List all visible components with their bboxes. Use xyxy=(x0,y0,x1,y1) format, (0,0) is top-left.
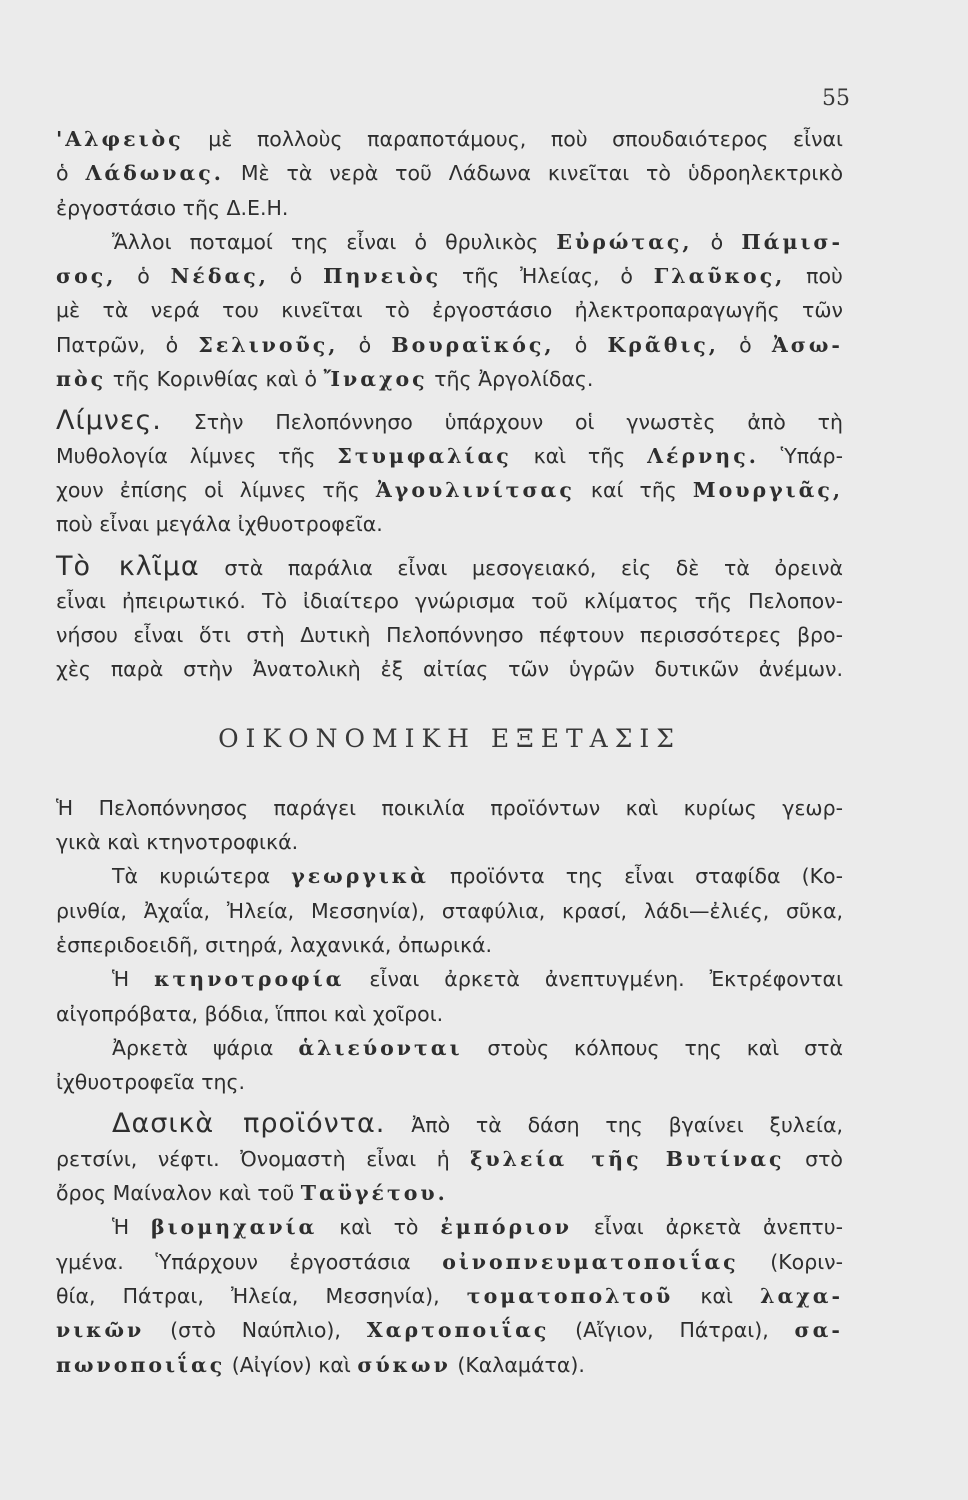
emphasized-term: Ἀγουλινίτσας xyxy=(375,477,575,502)
text-line xyxy=(56,928,843,962)
text-span: (Αἰγίον) καὶ xyxy=(231,1352,351,1377)
text-span: ρινθία, Ἀχαΐα, Ἠλεία, Μεσσηνία), σταφύλια, κρασί, λάδι—ἐλιές, σῦκα, xyxy=(56,898,843,923)
text-line xyxy=(56,584,843,618)
emphasized-term: 'Αλφειὸς xyxy=(56,127,184,151)
text-span: ποὺ εἶναι μεγάλα ἰχθυοτροφεῖα. xyxy=(56,512,383,537)
text-span: μὲ πολλοὺς παραποτάμους, ποὺ σπουδαιότερος εἶναι xyxy=(208,127,843,151)
text-span: ὁ xyxy=(574,332,588,357)
text-line xyxy=(56,859,843,893)
text-line xyxy=(56,507,843,541)
text-span: ὁ xyxy=(289,264,303,289)
emphasized-term: πὸς xyxy=(56,367,107,392)
text-line xyxy=(56,191,843,225)
text-line xyxy=(56,473,843,507)
emphasized-term: Βουραϊκός, xyxy=(391,332,555,357)
text-span: γμένα. Ὑπάρχουν ἐργοστάσια xyxy=(56,1249,411,1274)
text-span: τῆς Ἠλείας, ὁ xyxy=(461,264,633,289)
text-span: χουν ἐπίσης οἱ λίμνες τῆς xyxy=(56,477,360,502)
body-text xyxy=(56,122,843,1382)
text-line xyxy=(56,1279,843,1313)
text-line xyxy=(56,439,843,473)
text-span: τῆς Ἀργολίδας. xyxy=(434,367,594,392)
text-span: Ἡ xyxy=(112,1215,130,1240)
text-span: ὄρος Μαίναλον καὶ τοῦ xyxy=(56,1181,295,1206)
text-span: ὁ xyxy=(358,332,372,357)
emphasized-term: Ταϋγέτου. xyxy=(300,1181,448,1206)
text-span: Μυθολογία λίμνες τῆς xyxy=(56,443,316,468)
emphasized-term: Λέρνης. xyxy=(647,443,759,468)
text-line xyxy=(56,1176,843,1210)
text-line xyxy=(56,825,843,859)
text-span: Ἀπὸ τὰ δάση της βγαίνει ξυλεία, xyxy=(411,1113,843,1138)
text-line xyxy=(56,1313,843,1347)
text-span: ὁ xyxy=(710,229,724,254)
emphasized-term: Γλαῦκος, xyxy=(653,264,786,289)
text-span: Ἡ xyxy=(112,967,130,992)
text-span: εἶναι ἀρκετὰ ἀνεπτυγμένη. Ἐκτρέφονται xyxy=(369,967,843,992)
text-span: ἐργοστάσιο τῆς Δ.Ε.Η. xyxy=(56,195,289,220)
text-span: θία, Πάτραι, Ἠλεία, Μεσσηνία), xyxy=(56,1283,440,1308)
text-span: καὶ xyxy=(700,1283,733,1308)
text-span: νήσου εἶναι ὅτι στὴ Δυτικὴ Πελοπόννησο πέφτουν περισσότερες βρο- xyxy=(56,623,843,648)
text-span: αἰγοπρόβατα, βόδια, ἵπποι καὶ χοῖροι. xyxy=(56,1001,444,1026)
text-line xyxy=(56,1210,843,1244)
emphasized-term: ξυλεία τῆς Βυτίνας xyxy=(470,1146,785,1171)
section-title: ΟΙΚΟΝΟΜΙΚΗ ΕΞΕΤΑΣΙΣ xyxy=(218,723,681,753)
emphasized-term: βιομηχανία xyxy=(151,1215,318,1240)
text-span: καὶ τῆς xyxy=(533,443,626,468)
emphasized-term: σος, xyxy=(56,264,117,289)
text-span: στὰ παράλια εἶναι μεσογειακό, εἰς δὲ τὰ ὀρεινὰ xyxy=(224,555,843,580)
emphasized-term: Λάδωνας. xyxy=(85,161,224,186)
text-line xyxy=(56,328,843,362)
emphasized-term: πωνοποιΐας xyxy=(56,1352,226,1377)
emphasized-term: σύκων xyxy=(357,1352,451,1377)
text-span: εἶναι ἠπειρωτικό. Τὸ ἰδιαίτερο γνώρισμα τοῦ κλίματος τῆς Πελοπον- xyxy=(56,588,843,613)
inline-heading: Δασικὰ προϊόντα. xyxy=(112,1108,386,1140)
text-line xyxy=(56,1031,843,1065)
text-span: Τὰ κυριώτερα xyxy=(112,864,271,889)
text-line xyxy=(56,791,843,825)
text-span: χὲς παρὰ στὴν Ἀνατολικὴ ἐξ αἰτίας τῶν ὑγρῶν δυτικῶν ἀνέμων. xyxy=(56,657,843,682)
emphasized-term: ἐμπόριον xyxy=(440,1215,572,1240)
text-span: ἑσπεριδοειδῆ, σιτηρά, λαχανικά, ὀπωρικά. xyxy=(56,932,493,957)
text-line xyxy=(56,1245,843,1279)
text-span: μὲ τὰ νερά του κινεῖται τὸ ἐργοστάσιο ἠλεκτροπαραγωγῆς τῶν xyxy=(56,298,843,323)
text-span: ὁ xyxy=(137,264,150,289)
text-span: προϊόντα της εἶναι σταφίδα (Κο- xyxy=(450,864,843,889)
text-line xyxy=(56,225,843,259)
text-span: ὁ xyxy=(739,332,752,357)
emphasized-term: σα- xyxy=(794,1318,843,1343)
text-span: Ὑπάρ- xyxy=(780,443,843,468)
text-line xyxy=(56,550,843,584)
text-span: ποὺ xyxy=(806,264,843,289)
emphasized-term: Εὐρώτας, xyxy=(556,229,693,254)
emphasized-term: λαχα- xyxy=(760,1283,843,1308)
emphasized-term: Στυμφαλίας xyxy=(337,443,512,468)
text-span: Ἡ Πελοπόννησος παράγει ποικιλία προϊόντων καὶ κυρίως γεωρ- xyxy=(56,795,843,820)
text-line xyxy=(56,293,843,327)
text-line xyxy=(56,652,843,686)
text-span: τῆς Κορινθίας καὶ ὁ xyxy=(112,367,318,392)
text-span: εἶναι ἀρκετὰ ἀνεπτυ- xyxy=(593,1215,843,1240)
emphasized-term: Ἀσω- xyxy=(771,332,843,357)
text-span: Στὴν Πελοπόννησο ὑπάρχουν οἱ γνωστὲς ἀπὸ τὴ xyxy=(193,410,843,435)
text-span: στοὺς κόλπους της καὶ στὰ xyxy=(487,1035,843,1060)
text-span: γικὰ καὶ κτηνοτροφικά. xyxy=(56,830,299,855)
text-span: Ἄλλοι ποταμοί της εἶναι ὁ θρυλικὸς xyxy=(112,229,539,254)
emphasized-term: γεωργικὰ xyxy=(291,864,429,889)
text-span: ἰχθυοτροφεῖα της. xyxy=(56,1070,246,1095)
text-line xyxy=(56,1065,843,1099)
inline-heading: Τὸ κλῖμα xyxy=(56,550,200,582)
emphasized-term: Μουργιᾶς, xyxy=(692,477,843,502)
emphasized-term: ἁλιεύονται xyxy=(298,1035,463,1060)
text-span: καὶ τὸ xyxy=(339,1215,419,1240)
text-line xyxy=(56,894,843,928)
text-line xyxy=(56,1348,843,1382)
emphasized-term: Νέδας, xyxy=(170,264,269,289)
emphasized-term: οἰνοπνευματοποιΐας xyxy=(442,1249,739,1274)
text-line xyxy=(56,618,843,652)
text-span: καί τῆς xyxy=(590,477,677,502)
text-line xyxy=(56,1142,843,1176)
text-span: (Αἴγιον, Πάτραι), xyxy=(575,1318,769,1343)
text-line xyxy=(56,997,843,1031)
text-line xyxy=(56,156,843,190)
text-line xyxy=(56,362,843,396)
emphasized-term: Κρᾶθις, xyxy=(607,332,719,357)
emphasized-term: κτηνοτροφία xyxy=(154,967,345,992)
text-span: (Καλαμάτα). xyxy=(457,1352,585,1377)
emphasized-term: Πηνειὸς xyxy=(323,264,442,289)
emphasized-term: Χαρτοποιΐας xyxy=(366,1318,550,1343)
emphasized-term: Ἴναχος xyxy=(323,367,428,392)
text-line xyxy=(56,404,843,438)
text-span: Ἀρκετὰ ψάρια xyxy=(112,1035,274,1060)
emphasized-term: Πάμισ- xyxy=(741,229,843,254)
text-line xyxy=(56,1107,843,1141)
text-line xyxy=(56,259,843,293)
text-span: ὁ xyxy=(56,161,69,186)
text-line xyxy=(56,122,843,156)
text-span: Μὲ τὰ νερὰ τοῦ Λάδωνα κινεῖται τὸ ὑδροηλεκτρικὸ xyxy=(240,161,843,186)
text-span: (στὸ Ναύπλιο), xyxy=(170,1318,341,1343)
text-span: στὸ xyxy=(805,1146,843,1171)
inline-heading: Λίμνες. xyxy=(56,405,162,437)
text-span: ρετσίνι, νέφτι. Ὀνομαστὴ εἶναι ἡ xyxy=(56,1146,450,1171)
page-number: 55 xyxy=(822,86,850,111)
text-span: (Κοριν- xyxy=(770,1249,843,1274)
emphasized-term: Σελινοῦς, xyxy=(198,332,339,357)
text-span: Πατρῶν, ὁ xyxy=(56,332,179,357)
emphasized-term: τοματοπολτοῦ xyxy=(466,1283,674,1308)
text-line xyxy=(56,962,843,996)
emphasized-term: νικῶν xyxy=(56,1318,145,1343)
